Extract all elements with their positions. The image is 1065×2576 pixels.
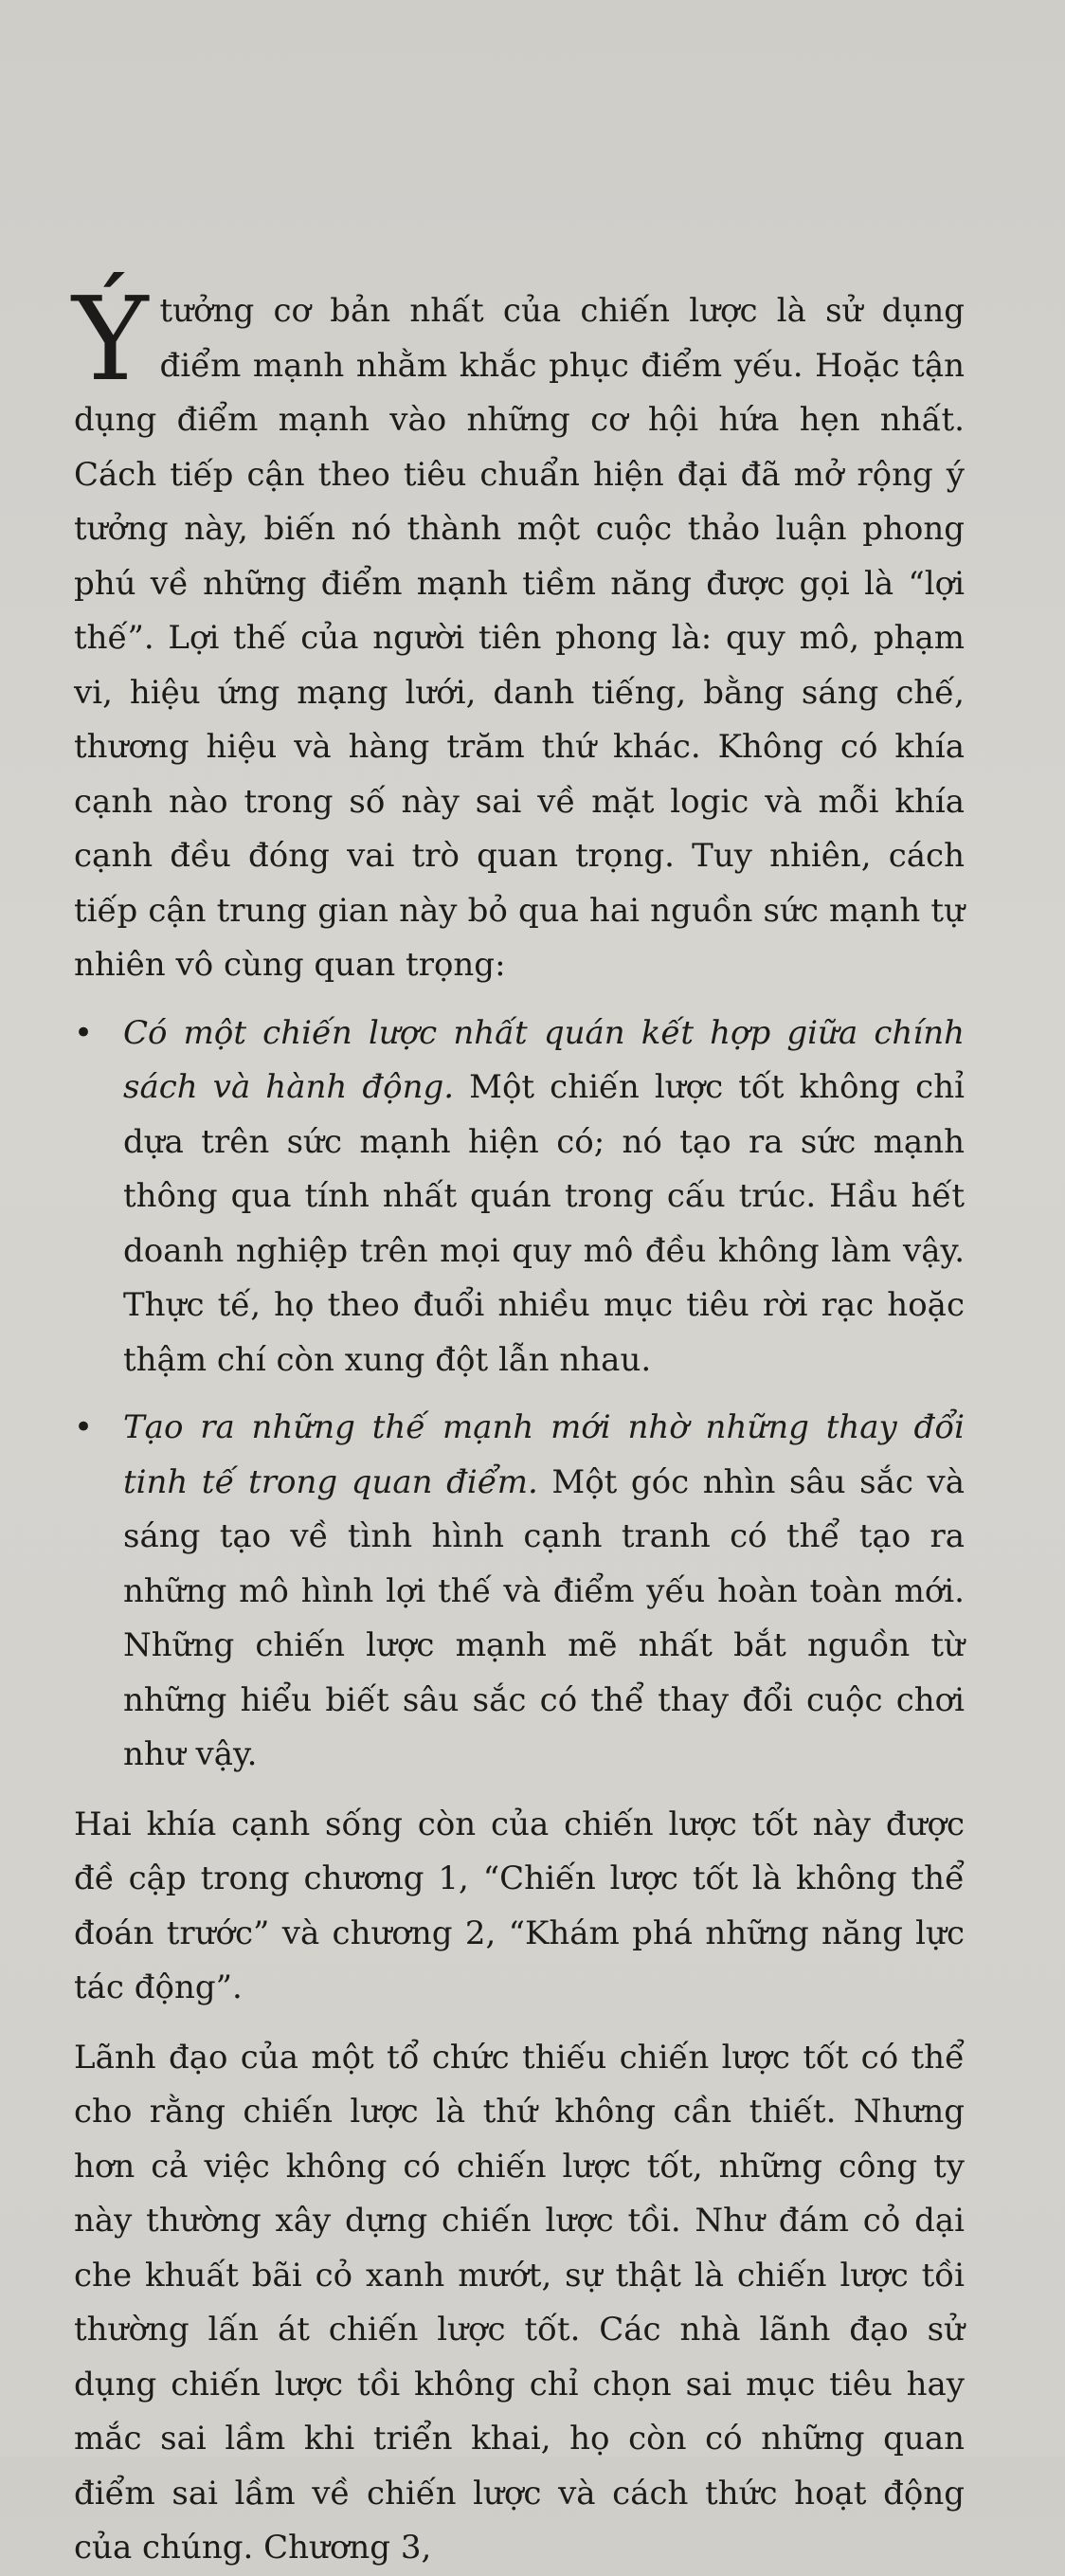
list-item <box>74 1401 965 1783</box>
body-text <box>72 272 965 2576</box>
drop-cap: Ý <box>72 272 149 407</box>
bad-strategy-paragraph: Lãnh đạo của một tổ chức thiếu chiến lược tốt có thể cho rằng chiến lược là thứ không cần thiết. Nhưng hơn cả việc không có chiến lược tốt, những công ty này thường xây dựng chiến lược tồi. Như đám cỏ dại che khuất bãi cỏ xanh mướt, sự thật là chiến lược tồi thường lấn át chiến lược tốt. Các nhà lãnh đạo sử dụng chiến lược tồi không chỉ chọn sai mục tiêu hay mắc sai lầm khi triển khai, họ còn có những quan điểm sai lầm về chiến lược và cách thức hoạt động của chúng. Chương 3, <box>74 2038 965 2567</box>
bullet-list <box>74 1007 965 1783</box>
bullet-lead: Tạo ra những thế mạnh mới nhờ những thay đổi tinh tế trong quan điểm. <box>123 1408 965 1501</box>
list-item <box>74 1007 965 1388</box>
intro-paragraph <box>72 272 965 993</box>
bullet-lead: Có một chiến lược nhất quán kết hợp giữa chính sách và hành động. <box>123 1013 965 1106</box>
bullet-marker: • <box>74 1013 94 1052</box>
bullet-text: Một chiến lược tốt không chỉ dựa trên sức mạnh hiện có; nó tạo ra sức mạnh thông qua tính nhất quán trong cấu trúc. Hầu hết doanh nghiệp trên mọi quy mô đều không làm vậy. Thực tế, họ theo đuổi nhiều mục tiêu rời rạc hoặc thậm chí còn xung đột lẫn nhau. <box>123 1068 965 1379</box>
chapter-reference-paragraph: Hai khía cạnh sống còn của chiến lược tốt này được đề cập trong chương 1, “Chiến lược tốt là không thể đoán trước” và chương 2, “Khám phá những năng lực tác động”. <box>74 1805 965 2006</box>
intro-text: tưởng cơ bản nhất của chiến lược là sử dụng điểm mạnh nhằm khắc phục điểm yếu. Hoặc tận dụng điểm mạnh vào những cơ hội hứa hẹn nhất. Cách tiếp cận theo tiêu chuẩn hiện đại đã mở rộng ý tưởng này, biến nó thành một cuộc thảo luận phong phú về những điểm mạnh tiềm năng được gọi là “lợi thế”. Lợi thế của người tiên phong là: quy mô, phạm vi, hiệu ứng mạng lưới, danh tiếng, bằng sáng chế, thương hiệu và hàng trăm thứ khác. Không có khía cạnh nào trong số này sai về mặt logic và mỗi khía cạnh đều đóng vai trò quan trọng. Tuy nhiên, cách tiếp cận trung gian này bỏ qua hai nguồn sức mạnh tự nhiên vô cùng quan trọng: <box>74 292 965 984</box>
bullet-marker: • <box>74 1408 94 1446</box>
bullet-text: Một góc nhìn sâu sắc và sáng tạo về tình hình cạnh tranh có thể tạo ra những mô hình lợi thế và điểm yếu hoàn toàn mới. Những chiến lược mạnh mẽ nhất bắt nguồn từ những hiểu biết sâu sắc có thể thay đổi cuộc chơi như vậy. <box>123 1462 965 1773</box>
